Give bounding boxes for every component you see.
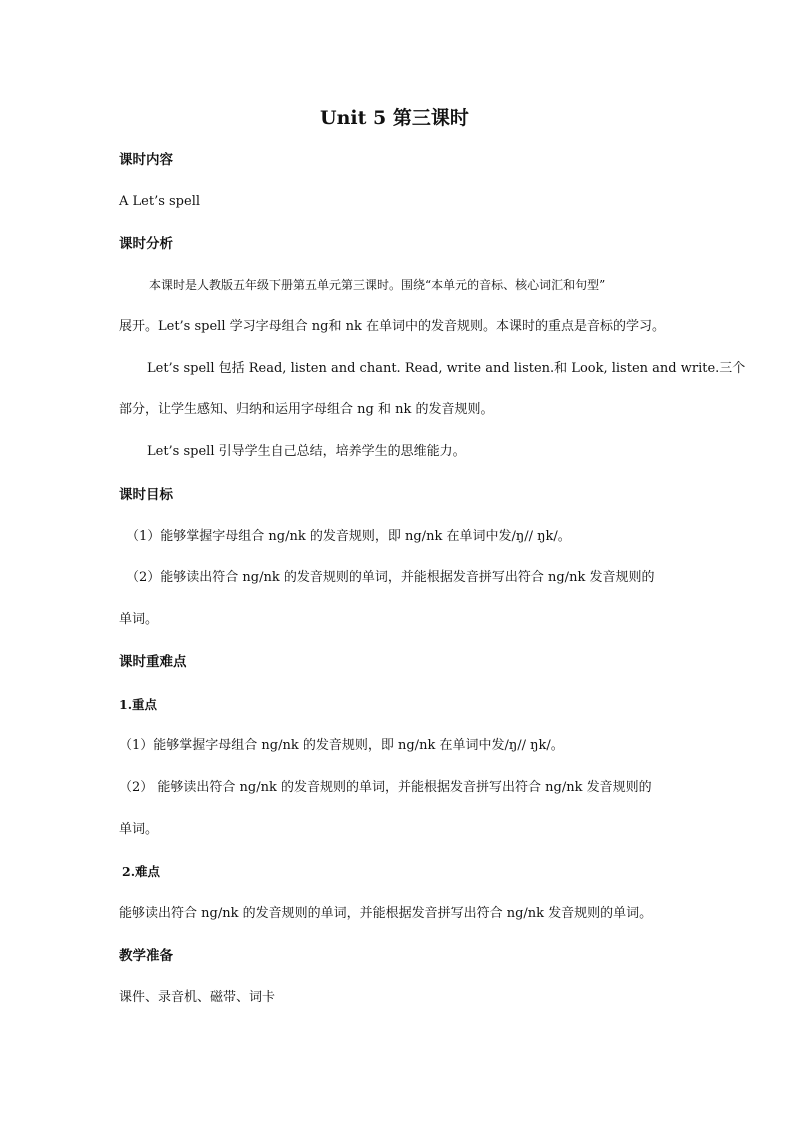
section-heading-objectives: 课时目标 (119, 487, 173, 503)
objective-item-2-line-2: 单词。 (119, 612, 159, 627)
objective-item-2-line-1: （2）能够读出符合 ng/nk 的发音规则的单词，并能根据发音拼写出符合 ng/nk 发音规则的 (126, 570, 655, 585)
analysis-paragraph-2-line-2: 部分，让学生感知、归纳和运用字母组合 ng 和 nk 的发音规则。 (119, 402, 494, 417)
difficult-text: 能够读出符合 ng/nk 的发音规则的单词，并能根据发音拼写出符合 ng/nk 发音规则的单词。 (119, 906, 653, 921)
section-heading-content: 课时内容 (119, 152, 173, 168)
analysis-paragraph-1-line-1: 本课时是人教版五年级下册第五单元第三课时。围绕“本单元的音标、核心词汇和句型” (149, 278, 606, 292)
analysis-paragraph-1-line-2: 展开。Let’s spell 学习字母组合 ng和 nk 在单词中的发音规则。本课时的重点是音标的学习。 (119, 319, 665, 334)
key-item-2-line-2: 单词。 (119, 822, 159, 837)
key-item-1: （1）能够掌握字母组合 ng/nk 的发音规则，即 ng/nk 在单词中发/ŋ// ŋk/。 (119, 738, 564, 753)
subheading-key: 1.重点 (119, 697, 158, 712)
page-title: Unit 5 第三课时 (320, 107, 469, 129)
subheading-difficult: 2.难点 (122, 864, 161, 879)
analysis-paragraph-2-line-1: Let’s spell 包括 Read, listen and chant. Read, write and listen.和 Look, listen and write.三个 (147, 361, 746, 376)
analysis-paragraph-3: Let’s spell 引导学生自己总结，培养学生的思维能力。 (147, 444, 466, 459)
section-heading-preparation: 教学准备 (119, 948, 173, 964)
preparation-text: 课件、录音机、磁带、词卡 (119, 990, 276, 1005)
section-text-content: A Let’s spell (119, 194, 201, 209)
section-heading-analysis: 课时分析 (119, 236, 173, 252)
objective-item-1: （1）能够掌握字母组合 ng/nk 的发音规则，即 ng/nk 在单词中发/ŋ// ŋk/。 (126, 529, 571, 544)
key-item-2-line-1: （2） 能够读出符合 ng/nk 的发音规则的单词，并能根据发音拼写出符合 ng/nk 发音规则的 (119, 780, 652, 795)
section-heading-key-points: 课时重难点 (119, 654, 187, 670)
